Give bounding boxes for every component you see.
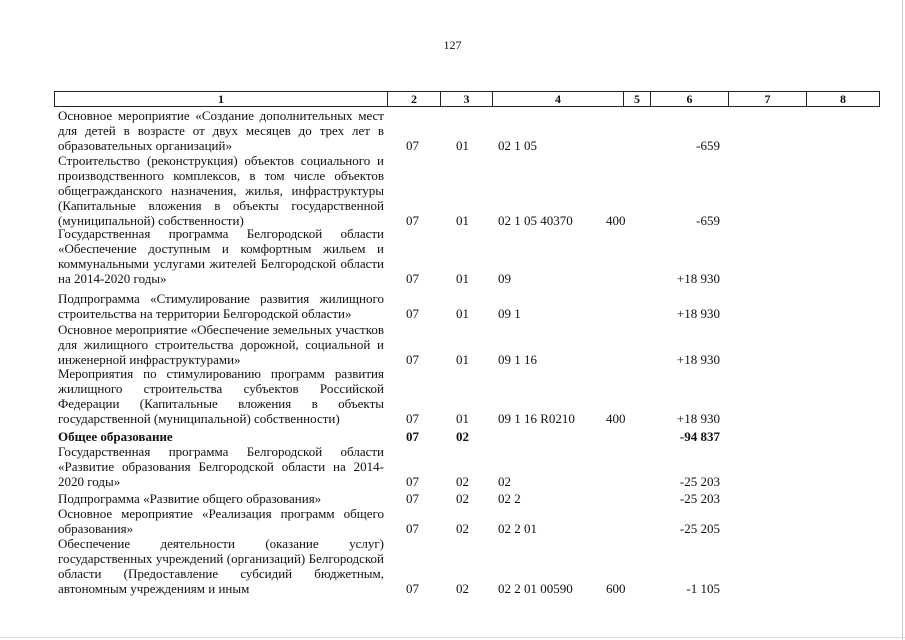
cell-subsection: 01 — [456, 411, 469, 426]
column-header: 5 — [624, 92, 651, 106]
row-description: Основное мероприятие «Создание дополнительных мест для детей в возрасте от двух месяцев до трех лет в образовательных организаций» — [58, 108, 384, 153]
cell-section: 07 — [406, 411, 419, 426]
row-description: Подпрограмма «Развитие общего образования» — [58, 491, 322, 506]
cell-target-article: 02 — [498, 474, 511, 489]
cell-amount: +18 930 — [676, 271, 720, 286]
cell-amount: +18 930 — [676, 306, 720, 321]
column-header: 3 — [441, 92, 493, 106]
cell-section: 07 — [406, 352, 419, 367]
cell-subsection: 01 — [456, 352, 469, 367]
cell-section: 07 — [406, 429, 419, 444]
cell-subsection: 02 — [456, 429, 469, 444]
cell-section: 07 — [406, 474, 419, 489]
cell-section: 07 — [406, 491, 419, 506]
cell-amount: +18 930 — [676, 352, 720, 367]
row-description: Государственная программа Белгородской области «Обеспечение доступным и комфортным жильем и коммунальными услугами жителей Белгородской области на 2014-2020 годы» — [58, 226, 384, 286]
row-description: Основное мероприятие «Реализация программ общего образования» — [58, 506, 384, 536]
row-description: Государственная программа Белгородской области «Развитие образования Белгородской области на 2014-2020 годы» — [58, 444, 384, 489]
cell-subsection: 02 — [456, 491, 469, 506]
page-edge — [0, 637, 905, 638]
cell-subsection: 01 — [456, 138, 469, 153]
cell-target-article: 02 2 01 — [498, 521, 537, 536]
cell-target-article: 09 1 — [498, 306, 521, 321]
cell-subsection: 02 — [456, 581, 469, 596]
cell-amount: -659 — [696, 213, 720, 228]
cell-amount: -659 — [696, 138, 720, 153]
cell-amount: -25 205 — [679, 521, 720, 536]
row-description: Строительство (реконструкция) объектов социального и производственного комплексов, в том числе объектов общегражданского назначения, жилья, инфраструктуры (Капитальные вложения в объекты государственной (муниципальной) собственности) — [58, 153, 384, 228]
cell-amount: -1 105 — [686, 581, 720, 596]
column-header: 2 — [388, 92, 441, 106]
column-header: 4 — [493, 92, 624, 106]
cell-amount: +18 930 — [676, 411, 720, 426]
row-description: Обеспечение деятельности (оказание услуг) государственных учреждений (организаций) Белгородской области (Предоставление субсидий бюджетным, автономным учреждениям и иным — [58, 536, 384, 596]
cell-subsection: 02 — [456, 474, 469, 489]
cell-section: 07 — [406, 521, 419, 536]
table-header — [54, 91, 880, 107]
cell-amount: -25 203 — [679, 474, 720, 489]
cell-expense-type: 400 — [606, 213, 626, 228]
cell-subsection: 02 — [456, 521, 469, 536]
column-header: 7 — [729, 92, 807, 106]
cell-amount: -25 203 — [679, 491, 720, 506]
cell-section: 07 — [406, 581, 419, 596]
row-description: Мероприятия по стимулированию программ развития жилищного строительства субъектов Российской Федерации (Капитальные вложения в объекты государственной (муниципальной) собственности) — [58, 366, 384, 426]
cell-section: 07 — [406, 306, 419, 321]
cell-target-article: 02 2 01 00590 — [498, 581, 573, 596]
cell-section: 07 — [406, 271, 419, 286]
cell-target-article: 02 1 05 — [498, 138, 537, 153]
page-number: 127 — [443, 38, 462, 52]
cell-target-article: 09 1 16 R0210 — [498, 411, 575, 426]
cell-section: 07 — [406, 213, 419, 228]
page-edge — [902, 0, 903, 640]
column-header: 1 — [55, 92, 388, 106]
cell-target-article: 02 2 — [498, 491, 521, 506]
cell-subsection: 01 — [456, 271, 469, 286]
cell-target-article: 09 1 16 — [498, 352, 537, 367]
column-header: 8 — [840, 92, 846, 106]
cell-target-article: 09 — [498, 271, 511, 286]
cell-target-article: 02 1 05 40370 — [498, 213, 573, 228]
cell-subsection: 01 — [456, 213, 469, 228]
row-description: Подпрограмма «Стимулирование развития жилищного строительства на территории Белгородской области» — [58, 291, 384, 321]
cell-section: 07 — [406, 138, 419, 153]
row-description: Общее образование — [58, 429, 173, 444]
cell-expense-type: 600 — [606, 581, 626, 596]
cell-amount: -94 837 — [679, 429, 720, 444]
row-description: Основное мероприятие «Обеспечение земельных участков для жилищного строительства дорожной, социальной и инженерной инфраструктурами» — [58, 322, 384, 367]
column-header: 6 — [651, 92, 729, 106]
cell-expense-type: 400 — [606, 411, 626, 426]
cell-subsection: 01 — [456, 306, 469, 321]
